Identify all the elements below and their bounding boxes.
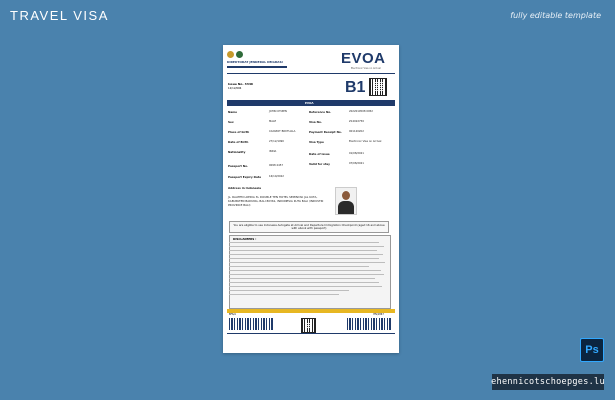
qr-code-icon [369,78,387,96]
footer-gold-band [227,309,395,313]
sex-label: Sex [228,120,234,124]
valid-stay-label: Valid for stay [309,162,330,166]
disclaimer-title: DISCLAIMERS : [233,237,257,241]
issue-date: 12/12/606 [228,87,242,90]
passport-no-value: 0098 4457 [269,164,284,167]
footer-navy-band [227,333,395,334]
eligible-text: You are eligible to use Indonesia Autogate at Arrival and Departure Immigration Checkpoint (aged 16 and above with ebook with passport) [233,222,385,230]
date-of-birth-value: 27/12/1990 [269,140,284,143]
passport-no-label: Passport No. [228,164,249,168]
section-title: EVOA [305,100,314,105]
nationality-value: INDIA [269,150,277,153]
template-title: TRAVEL VISA [10,8,109,23]
visa-type-label: Visa Type [309,140,324,144]
visa-document [223,45,399,353]
date-of-issue-value: 01/08/2021 [349,152,364,155]
payment-receipt-value: 001120202 [349,130,364,133]
footer-right-code: ITN/1867 [373,313,384,316]
evoa-logo: EVOA [341,50,386,67]
coat-of-arms-icon [227,51,234,58]
template-subtitle: fully editable template [510,11,601,20]
place-of-birth-value: CADIZOT BIDITUALA [269,130,296,133]
place-of-birth-label: Place of birth [228,130,250,134]
visa-no-value: Z14022750 [349,120,364,123]
sex-value: MALE [269,120,277,123]
immigration-seal-icon [236,51,243,58]
reference-no-label: Reference No. [309,110,332,114]
visa-type-value: Electronic Visa on Arrival [349,140,382,143]
agency-name: DIREKTORAT JENDERAL IMIGRASI [227,60,283,64]
visa-class: B1 [345,79,366,96]
address-value: JL. RAATEM LOEDIA 3L DOUBLE TEN HOTEL SEMINYAK JAL KUTA, KABUPATEN BADUNG, BALI 80361, INDONESIA KUTA BALI (INDUSTRI PROVINCE BALI) [228,195,324,208]
name-label: Name [228,110,238,114]
address-label: Address in Indonesia [228,186,262,190]
footer-qr-code-icon [301,318,316,333]
valid-stay-value: 07/08/2021 [349,162,364,165]
header-rule [227,73,395,74]
passport-expiry-label: Passport Expiry Date [228,175,262,179]
date-of-birth-label: Date of Birth [228,140,249,144]
barcode-right-icon [347,318,391,330]
evoa-tagline: Electronic Visa on Arrival [351,67,381,70]
reference-no-value: 2022010508 0952 [349,110,373,113]
date-of-issue-label: Date of issue [309,152,330,156]
barcode-left-icon [229,318,273,330]
passport-photo [335,187,357,215]
name-value: JOHN CITIZEN [269,110,287,113]
passport-expiry-value: 16/10/2022 [269,175,284,178]
footer-left-code: BF6/A [229,313,236,316]
header-band [227,66,287,68]
photoshop-icon: Ps [580,338,604,362]
payment-receipt-label: Payment Receipt No. [309,130,342,134]
visa-no-label: Visa No. [309,120,322,124]
issue-number: Issue No. 3346 [228,82,254,86]
site-watermark: ehennicotschoepges.lu [492,374,604,390]
nationality-label: Nationality [228,150,246,154]
autogate-notice [229,221,389,233]
